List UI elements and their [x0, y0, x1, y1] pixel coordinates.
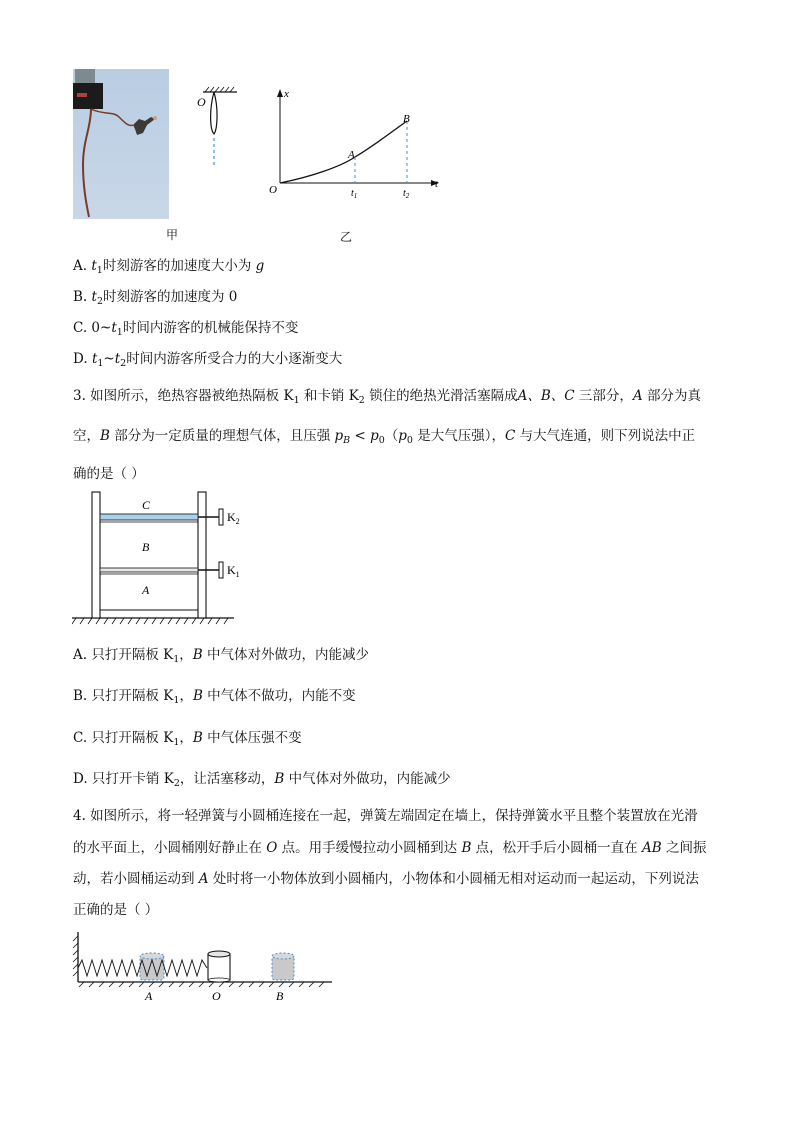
q2-option-a[interactable]: A. $t_1$时刻游客的加速度大小为 g — [73, 258, 265, 276]
container-figure — [72, 490, 252, 630]
q3-option-d[interactable]: D. 只打开卡销 $K_2$，让活塞移动，B 中气体对外做功，内能减少 — [73, 771, 451, 789]
q4-stem-line4: 正确的是（ ） — [73, 902, 159, 918]
label-k2: K — [227, 510, 236, 524]
svg-text:K2 — [227, 510, 240, 526]
point-a-label: A — [348, 149, 355, 161]
svg-text:K1 — [227, 563, 240, 579]
svg-text:t1 — [351, 188, 357, 200]
t2-sub: 2 — [405, 192, 410, 200]
x-axis-label: t — [435, 178, 439, 190]
t1-label: t — [351, 188, 354, 199]
q2-option-c[interactable]: C. $0\sim t_1$时间内游客的机械能保持不变 — [73, 320, 299, 338]
label-k1-sub: 1 — [235, 570, 240, 579]
y-axis-label: x — [284, 88, 289, 100]
spring-figure — [70, 928, 340, 1008]
caption-jia: 甲 — [166, 228, 179, 242]
q3-stem-line1: 3. 如图所示，绝热容器被绝热隔板 $K_1$ 和卡销 $K_2$ 锁住的绝热光滑活塞隔成A、B、C 三部分，A 部分为真 — [73, 388, 701, 406]
svg-text:t2 — [403, 188, 410, 200]
q3-stem-line3: 确的是（ ） — [73, 466, 145, 482]
spring-label-b: B — [276, 989, 284, 1003]
label-c: C — [142, 498, 151, 512]
q3-stem-line2: 空，B 部分为一定质量的理想气体，且压强 $p_B < p_0(p_0$ 是大气压强），C 与大气连通，则下列说法中正 — [73, 428, 696, 446]
q2-option-b[interactable]: B. $t_2$时刻游客的加速度为 0 — [73, 289, 238, 307]
spring-label-a: A — [145, 989, 153, 1003]
pendulum-o-label: O — [197, 95, 206, 109]
q4-stem-line2: 的水平面上，小圆桶刚好静止在 O 点。用手缓慢拉动小圆桶到达 B 点，松开手后小圆桶一直在 AB 之间振 — [73, 840, 707, 856]
q3-option-a[interactable]: A. 只打开隔板 $K_1$，B 中气体对外做功，内能减少 — [73, 647, 369, 665]
label-k2-sub: 2 — [235, 517, 240, 526]
q4-stem-line3: 动，若小圆桶运动到 A 处时将一小物体放到小圆桶内，小物体和小圆桶无相对运动而一起运动，下列说法 — [73, 871, 699, 887]
pendulum-sketch — [195, 86, 240, 168]
label-b: B — [142, 540, 150, 554]
q4-stem-line1: 4. 如图所示，将一轻弹簧与小圆桶连接在一起，弹簧左端固定在墙上，保持弹簧水平且整个装置放在光滑 — [73, 808, 698, 824]
xt-graph — [265, 85, 445, 200]
spring-label-o: O — [212, 989, 221, 1003]
bungee-photo — [73, 69, 169, 219]
q2-option-d[interactable]: D. $t_1\sim t_2$时间内游客所受合力的大小逐渐变大 — [73, 351, 343, 369]
label-a: A — [142, 583, 150, 597]
caption-yi: 乙 — [340, 230, 353, 244]
q3-option-c[interactable]: C. 只打开隔板 $K_1$，B 中气体压强不变 — [73, 730, 302, 748]
point-b-label: B — [403, 113, 410, 125]
t2-label: t — [403, 188, 406, 199]
t1-sub: 1 — [353, 192, 358, 200]
q3-option-b[interactable]: B. 只打开隔板 $K_1$，B 中气体不做功，内能不变 — [73, 688, 356, 706]
label-k1: K — [227, 563, 236, 577]
origin-label: O — [269, 184, 277, 196]
